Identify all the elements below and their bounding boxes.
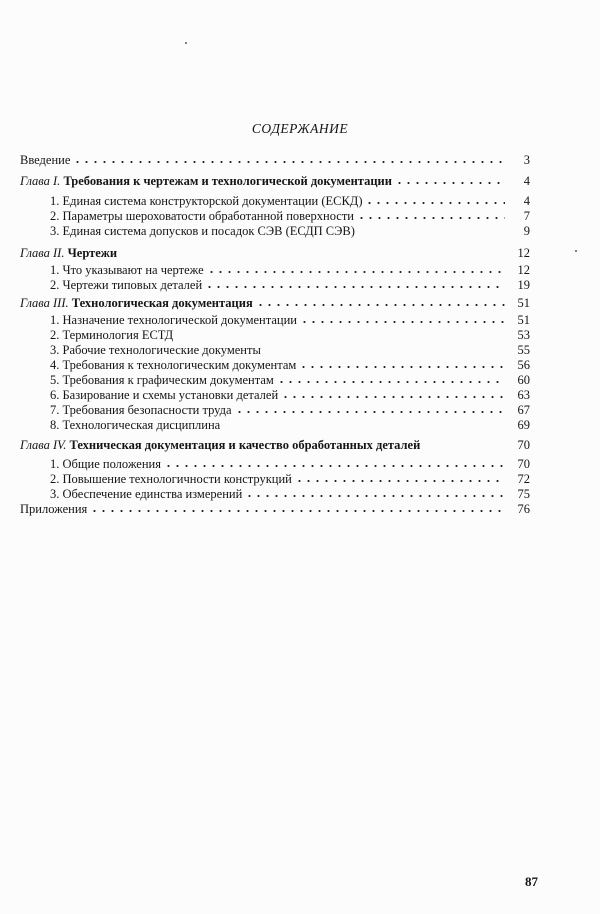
toc-entry-label: 8. Технологическая дисциплина xyxy=(50,418,221,432)
dot-leader xyxy=(73,156,505,164)
dot-leader xyxy=(423,441,505,449)
toc-entry-label: 3. Единая система допусков и посадок СЭВ (ЕСДП СЭВ) xyxy=(50,224,355,238)
toc-entry-label: 3. Обеспечение единства измерений xyxy=(50,487,243,501)
toc-entry-page: 60 xyxy=(517,373,530,387)
toc-section-1-1[interactable] xyxy=(50,192,530,208)
toc-entry-label: 2. Чертежи типовых деталей xyxy=(50,278,203,292)
toc-entry-page: 4 xyxy=(523,194,530,208)
toc-title: СОДЕРЖАНИЕ xyxy=(251,121,349,136)
chapter-prefix: Глава III. xyxy=(20,296,69,310)
toc-entry-page: 51 xyxy=(517,313,530,327)
chapter-prefix: Глава II. xyxy=(20,246,65,260)
toc-chapter-2[interactable] xyxy=(20,244,530,260)
toc-section-2-2[interactable] xyxy=(50,276,530,292)
dot-leader xyxy=(235,406,505,414)
toc-entry-page: 19 xyxy=(517,278,530,292)
toc-entry-label: 1. Единая система конструкторской документации (ЕСКД) xyxy=(50,194,363,208)
toc-section-4-2[interactable] xyxy=(50,470,530,486)
toc-section-3-7[interactable] xyxy=(50,401,530,417)
toc-entry-label: 1. Назначение технологической документации xyxy=(50,313,297,327)
toc-entry-page: 12 xyxy=(517,263,530,277)
dot-leader xyxy=(164,460,505,468)
toc-entry-page: 67 xyxy=(517,403,530,417)
scan-speck xyxy=(575,250,577,252)
toc-entry-page: 63 xyxy=(517,388,530,402)
toc-entry-label: 7. Требования безопасности труда xyxy=(50,403,232,417)
toc-section-2-1[interactable] xyxy=(50,261,530,277)
toc-section-3-8[interactable] xyxy=(50,416,530,432)
chapter-title: Технологическая документация xyxy=(71,296,253,310)
toc-entry-intro[interactable] xyxy=(20,151,530,167)
page-number: 87 xyxy=(525,874,538,889)
toc-section-3-4[interactable] xyxy=(50,356,530,372)
toc-entry-page: 4 xyxy=(523,174,530,188)
toc-section-1-2[interactable] xyxy=(50,207,530,223)
dot-leader xyxy=(256,299,505,307)
toc-entry-page: 76 xyxy=(517,502,530,516)
toc-entry-label: 4. Требования к технологическим документам xyxy=(50,358,297,372)
dot-leader xyxy=(281,391,505,399)
toc-section-3-5[interactable] xyxy=(50,371,530,387)
toc-section-3-3[interactable] xyxy=(50,341,530,357)
toc-entry-label: 2. Параметры шероховатости обработанной поверхности xyxy=(50,209,354,223)
toc-entry-label: 1. Общие положения xyxy=(50,457,161,471)
toc-entry-page: 3 xyxy=(523,153,530,167)
toc-section-4-1[interactable] xyxy=(50,455,530,471)
toc-entry-label: 6. Базирование и схемы установки деталей xyxy=(50,388,279,402)
toc-entry-label: 2. Терминология ЕСТД xyxy=(50,328,174,342)
toc-entry-page: 70 xyxy=(517,457,530,471)
dot-leader xyxy=(120,249,505,257)
toc-entry-page: 7 xyxy=(523,209,530,223)
toc-entry-page: 53 xyxy=(517,328,530,342)
dot-leader xyxy=(295,475,505,483)
dot-leader xyxy=(223,421,505,429)
toc-section-3-2[interactable] xyxy=(50,326,530,342)
dot-leader xyxy=(300,316,505,324)
dot-leader xyxy=(245,490,505,498)
dot-leader xyxy=(365,197,505,205)
scan-speck xyxy=(185,42,187,44)
dot-leader xyxy=(357,212,505,220)
toc-entry-page: 56 xyxy=(517,358,530,372)
toc-entry-page: 75 xyxy=(517,487,530,501)
dot-leader xyxy=(264,346,505,354)
dot-leader xyxy=(358,227,505,235)
toc-entry-label: Введение xyxy=(20,153,71,167)
toc-entry-page: 70 xyxy=(517,438,530,452)
dot-leader xyxy=(205,281,505,289)
dot-leader xyxy=(207,266,505,274)
dot-leader xyxy=(277,376,505,384)
toc-chapter-3[interactable] xyxy=(20,294,530,310)
chapter-prefix: Глава IV. xyxy=(20,438,67,452)
toc-entry-page: 51 xyxy=(517,296,530,310)
toc-section-3-6[interactable] xyxy=(50,386,530,402)
chapter-title: Требования к чертежам и технологической документации xyxy=(63,174,392,188)
toc-section-4-3[interactable] xyxy=(50,485,530,501)
toc-entry-label: 5. Требования к графическим документам xyxy=(50,373,274,387)
dot-leader xyxy=(90,505,505,513)
toc-entry-page: 12 xyxy=(517,246,530,260)
chapter-title: Техническая документация и качество обработанных деталей xyxy=(69,438,421,452)
toc-entry-page: 72 xyxy=(517,472,530,486)
dot-leader xyxy=(176,331,505,339)
toc-entry-page: 69 xyxy=(517,418,530,432)
toc-chapter-4[interactable] xyxy=(20,436,530,452)
toc-entry-appendix[interactable] xyxy=(20,500,530,516)
toc-chapter-1[interactable] xyxy=(20,172,530,188)
toc-entry-label: Приложения xyxy=(20,502,88,516)
toc-entry-label: 2. Повышение технологичности конструкций xyxy=(50,472,292,486)
toc-entry-page: 9 xyxy=(523,224,530,238)
chapter-title: Чертежи xyxy=(67,246,118,260)
toc-section-1-3[interactable] xyxy=(50,222,530,238)
toc-entry-page: 55 xyxy=(517,343,530,357)
chapter-prefix: Глава I. xyxy=(20,174,61,188)
dot-leader xyxy=(395,177,505,185)
toc-section-3-1[interactable] xyxy=(50,311,530,327)
toc-entry-label: 1. Что указывают на чертеже xyxy=(50,263,204,277)
toc-entry-label: 3. Рабочие технологические документы xyxy=(50,343,261,357)
dot-leader xyxy=(299,361,505,369)
